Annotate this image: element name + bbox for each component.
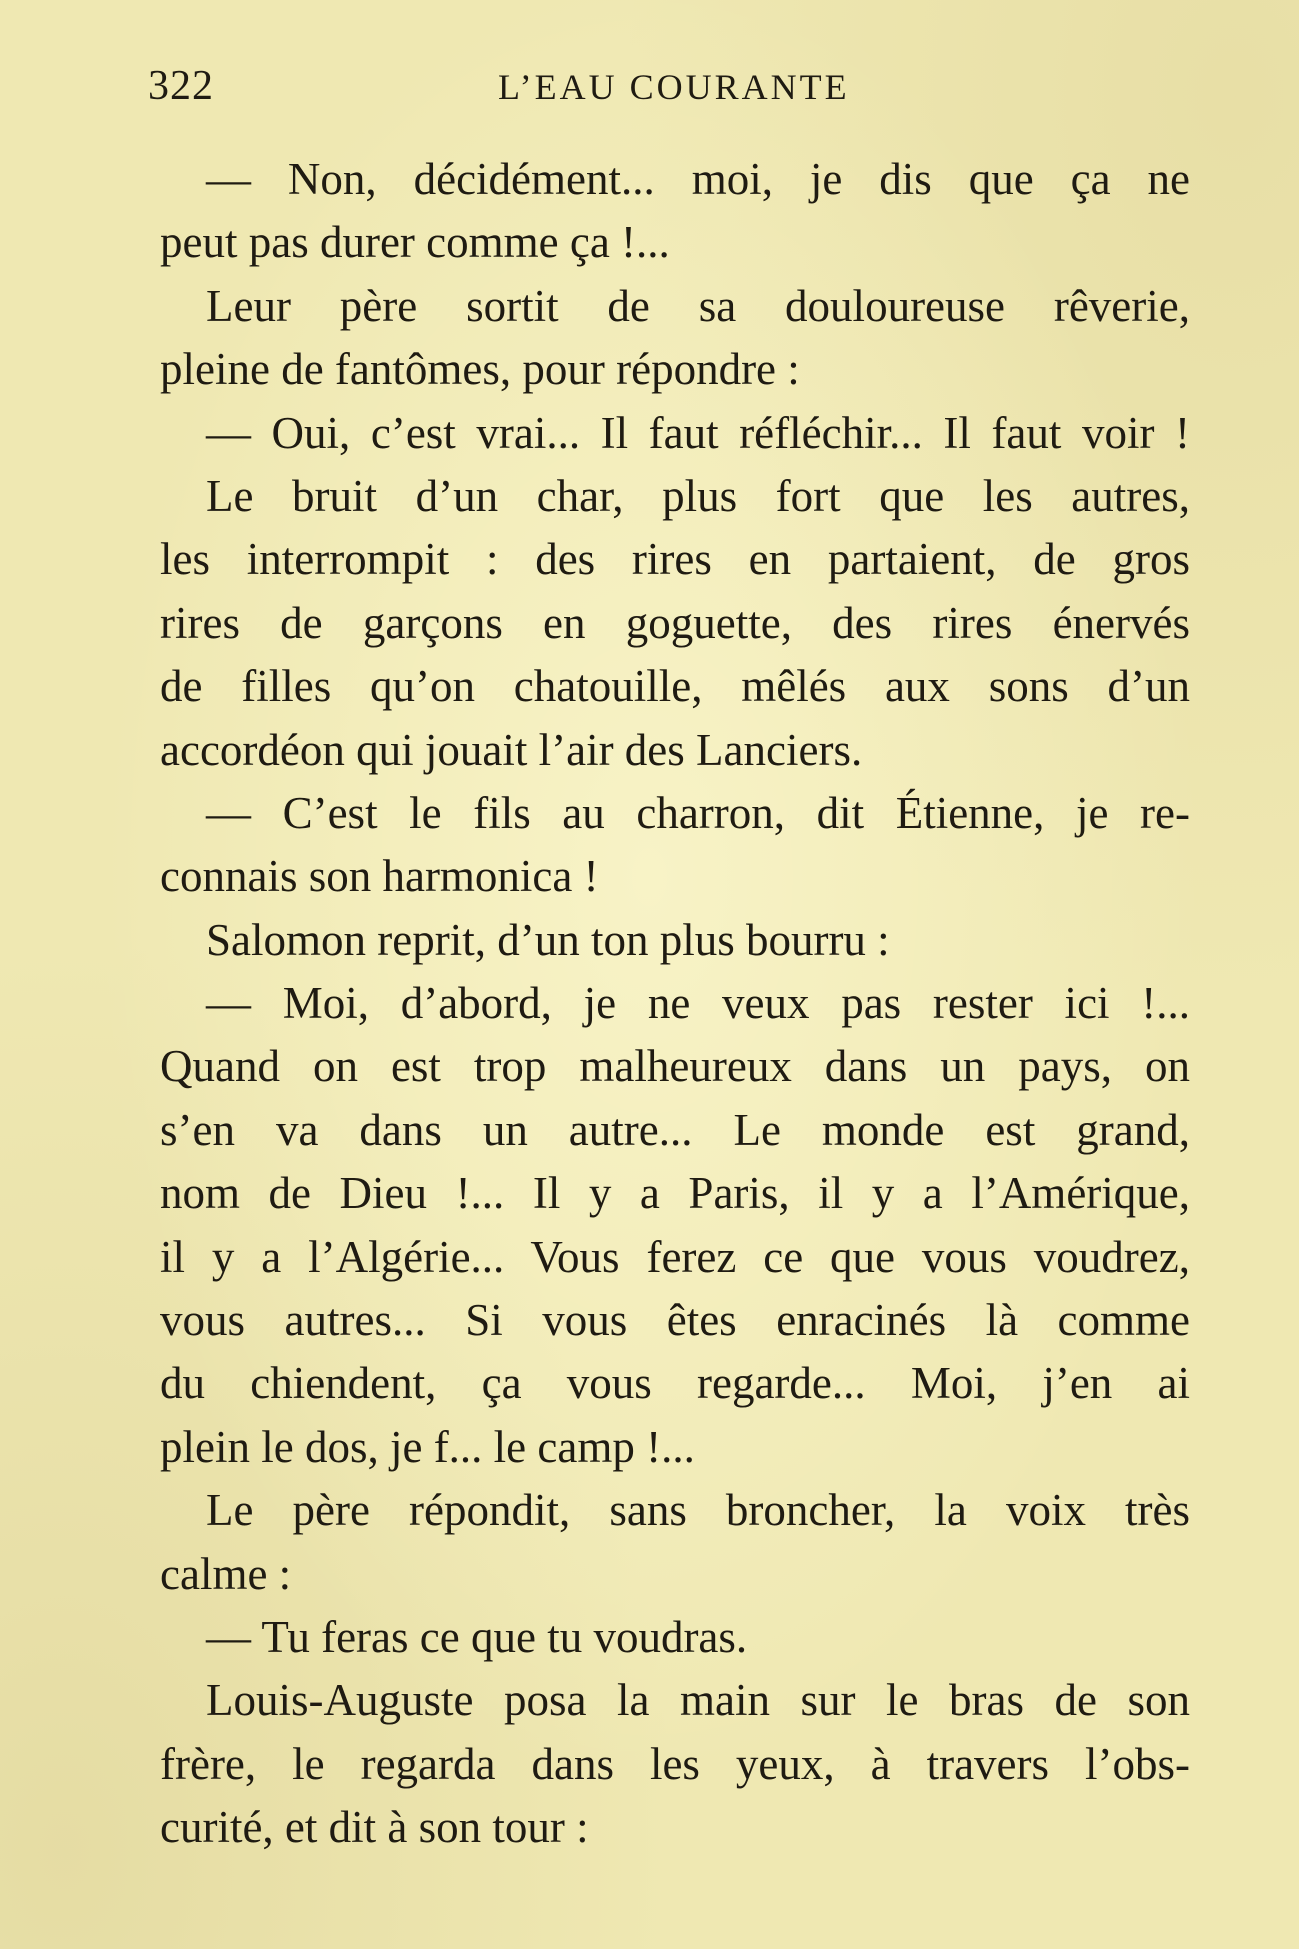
text-line: s’en va dans un autre... Le monde est grand, <box>160 1104 1190 1155</box>
text-line: curité, et dit à son tour : <box>160 1802 589 1853</box>
text-line: du chiendent, ça vous regarde... Moi, j’en ai <box>160 1358 1190 1409</box>
text-line: Leur père sortit de sa douloureuse rêverie, <box>206 280 1190 331</box>
text-line: — C’est le fils au charron, dit Étienne, je re- <box>206 787 1190 838</box>
body-text <box>160 148 1190 1860</box>
text-line: de filles qu’on chatouille, mêlés aux sons d’un <box>160 661 1190 712</box>
text-line: — Oui, c’est vrai... Il faut réfléchir... Il faut voir ! <box>206 407 1190 458</box>
text-line: les interrompit : des rires en partaient, de gros <box>160 534 1190 585</box>
text-line: calme : <box>160 1548 292 1599</box>
text-line: — Moi, d’abord, je ne veux pas rester ici !... <box>206 978 1190 1029</box>
text-line: vous autres... Si vous êtes enracinés là comme <box>160 1295 1190 1346</box>
text-line: Louis-Auguste posa la main sur le bras de son <box>206 1675 1190 1726</box>
text-line: Quand on est trop malheureux dans un pays, on <box>160 1041 1190 1092</box>
text-line: frère, le regarda dans les yeux, à travers l’obs- <box>160 1738 1190 1789</box>
page-number: 322 <box>148 63 214 109</box>
text-line: plein le dos, je f... le camp !... <box>160 1421 695 1472</box>
text-line: il y a l’Algérie... Vous ferez ce que vous voudrez, <box>160 1231 1190 1282</box>
text-line: connais son harmonica ! <box>160 851 599 902</box>
text-line: nom de Dieu !... Il y a Paris, il y a l’Amérique, <box>160 1168 1190 1219</box>
page-header <box>148 62 1188 122</box>
text-line: Le père répondit, sans broncher, la voix très <box>206 1485 1190 1536</box>
text-line: — Non, décidément... moi, je dis que ça ne <box>206 154 1190 204</box>
running-title: L’EAU COURANTE <box>498 67 850 107</box>
text-line: accordéon qui jouait l’air des Lanciers. <box>160 724 863 775</box>
text-line: Le bruit d’un char, plus fort que les autres, <box>206 470 1190 521</box>
text-line: pleine de fantômes, pour répondre : <box>160 344 800 395</box>
text-line: peut pas durer comme ça !... <box>160 217 670 268</box>
text-line: — Tu feras ce que tu voudras. <box>206 1611 748 1662</box>
text-line: Salomon reprit, d’un ton plus bourru : <box>206 914 890 965</box>
text-line: rires de garçons en goguette, des rires énervés <box>160 597 1190 648</box>
